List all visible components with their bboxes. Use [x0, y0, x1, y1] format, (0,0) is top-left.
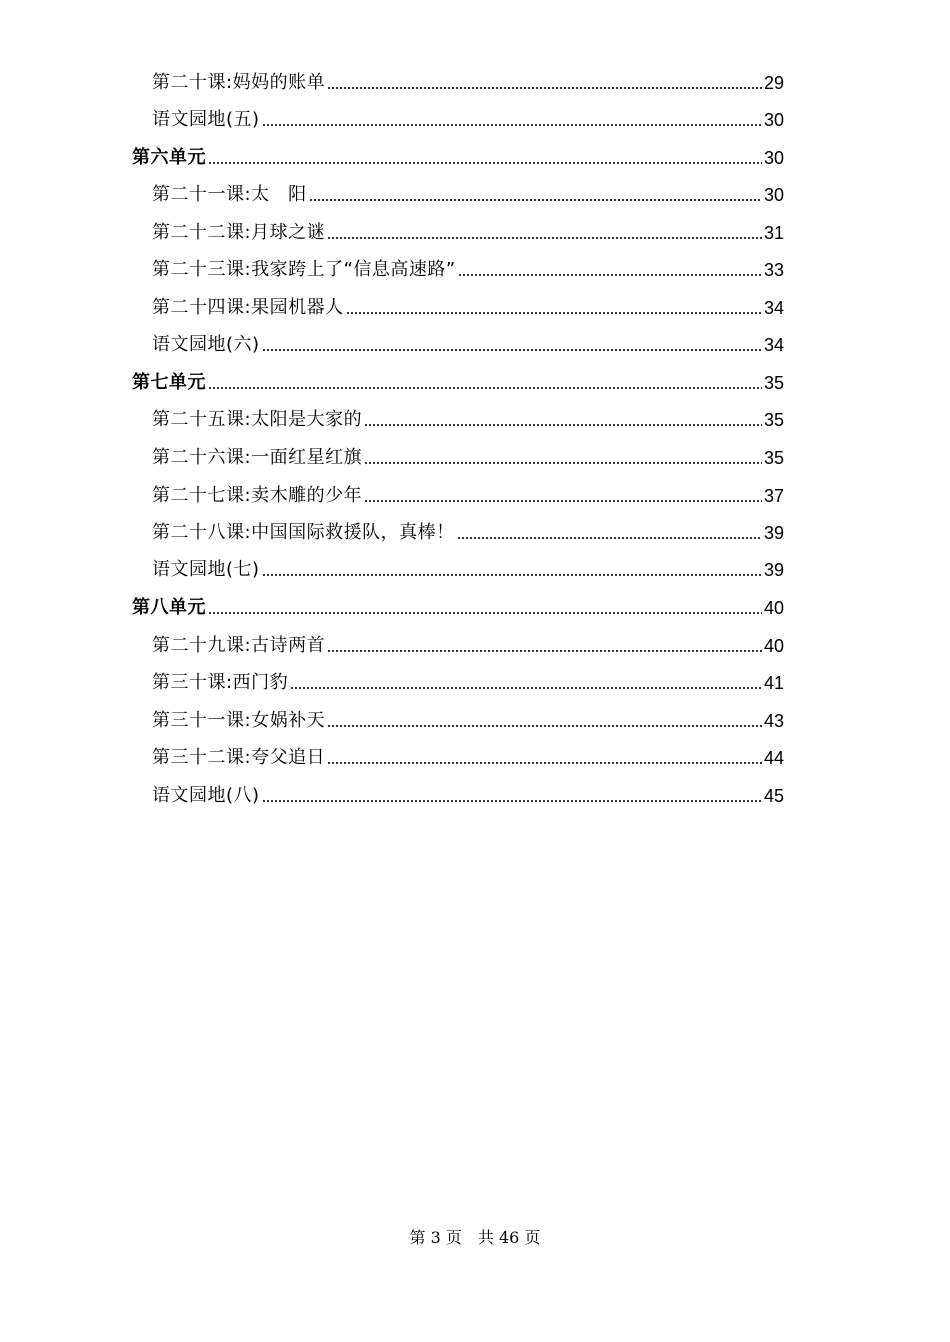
toc-entry-title: 第二十六课:一面红星红旗 [152, 447, 363, 468]
toc-dot-leader [364, 500, 762, 502]
toc-entry[interactable] [152, 214, 784, 244]
toc-entry-title: 第二十九课:古诗两首 [152, 635, 326, 656]
toc-entry-title: 第二十四课:果园机器人 [152, 297, 344, 318]
toc-dot-leader [262, 800, 762, 802]
toc-dot-leader [327, 87, 762, 89]
toc-dot-leader [364, 462, 762, 464]
toc-dot-leader [208, 387, 762, 389]
toc-dot-leader [327, 762, 762, 764]
toc-entry-page: 34 [763, 335, 784, 355]
toc-entry-page: 34 [763, 298, 784, 318]
toc-entry-page: 40 [763, 598, 784, 618]
toc-entry-title: 第二十五课:太阳是大家的 [152, 409, 363, 430]
toc-entry-page: 37 [763, 486, 784, 506]
toc-dot-leader [346, 312, 762, 314]
page-footer: 第 3 页 共 46 页 [409, 1228, 541, 1247]
toc-dot-leader [364, 424, 762, 426]
toc-entry-title: 第二十七课:卖木雕的少年 [152, 485, 363, 506]
toc-entry-title: 第三十一课:女娲补天 [152, 710, 326, 731]
toc-entry-page: 41 [763, 673, 784, 693]
toc-entry-page: 30 [763, 148, 784, 168]
toc-entry[interactable] [152, 176, 784, 206]
toc-unit-entry[interactable] [132, 139, 784, 169]
toc-entry-page: 40 [763, 636, 784, 656]
toc-entry-page: 44 [763, 748, 784, 768]
toc-dot-leader [458, 274, 762, 276]
toc-entry-title: 第二十一课:太 阳 [152, 184, 307, 205]
toc-entry-title: 语文园地(八) [152, 785, 260, 806]
toc-entry-title: 语文园地(五) [152, 109, 260, 130]
toc-entry-title: 第二十二课:月球之谜 [152, 222, 326, 243]
toc-entry[interactable] [152, 664, 784, 694]
toc-dot-leader [327, 237, 762, 239]
toc-entry[interactable] [152, 64, 784, 94]
toc-unit-entry[interactable] [132, 589, 784, 619]
toc-entry-page: 45 [763, 786, 784, 806]
toc-dot-leader [208, 162, 762, 164]
toc-entry-page: 31 [763, 223, 784, 243]
toc-entry[interactable] [152, 739, 784, 769]
toc-entry[interactable] [152, 551, 784, 581]
toc-entry-title: 语文园地(六) [152, 334, 260, 355]
toc-entry-title: 第三十二课:夸父追日 [152, 747, 326, 768]
toc-entry-page: 35 [763, 373, 784, 393]
toc-entry[interactable] [152, 702, 784, 732]
toc-entry[interactable] [152, 101, 784, 131]
toc-entry-title: 第八单元 [132, 597, 206, 618]
toc-entry[interactable] [152, 477, 784, 507]
toc-entry-page: 29 [763, 73, 784, 93]
toc-dot-leader [290, 687, 762, 689]
toc-dot-leader [327, 650, 762, 652]
toc-entry-page: 30 [763, 185, 784, 205]
toc-entry-page: 43 [763, 711, 784, 731]
toc-dot-leader [262, 574, 762, 576]
toc-entry-page: 35 [763, 410, 784, 430]
toc-entry-page: 35 [763, 448, 784, 468]
toc-entry-title: 语文园地(七) [152, 559, 260, 580]
toc-dot-leader [262, 124, 762, 126]
toc-entry[interactable] [152, 777, 784, 807]
toc-entry-page: 30 [763, 110, 784, 130]
toc-dot-leader [262, 349, 762, 351]
toc-entry[interactable] [152, 251, 784, 281]
toc-entry-title: 第七单元 [132, 372, 206, 393]
toc-entry[interactable] [152, 401, 784, 431]
toc-entry[interactable] [152, 326, 784, 356]
toc-entry-title: 第六单元 [132, 147, 206, 168]
toc-entry-title: 第三十课:西门豹 [152, 672, 289, 693]
toc-dot-leader [327, 725, 762, 727]
toc-dot-leader [208, 612, 762, 614]
toc-entry-title: 第二十课:妈妈的账单 [152, 72, 326, 93]
toc-entry-page: 39 [763, 560, 784, 580]
toc-dot-leader [309, 199, 762, 201]
toc-entry[interactable] [152, 627, 784, 657]
toc-entry-page: 33 [763, 260, 784, 280]
toc-entry[interactable] [152, 289, 784, 319]
toc-entry-title: 第二十八课:中国国际救援队，真棒！ [152, 522, 455, 543]
toc-entry-page: 39 [763, 523, 784, 543]
toc-unit-entry[interactable] [132, 364, 784, 394]
toc-entry-title: 第二十三课:我家跨上了“信息高速路” [152, 259, 456, 280]
toc-entry[interactable] [152, 514, 784, 544]
toc-dot-leader [457, 537, 762, 539]
toc-entry[interactable] [152, 439, 784, 469]
